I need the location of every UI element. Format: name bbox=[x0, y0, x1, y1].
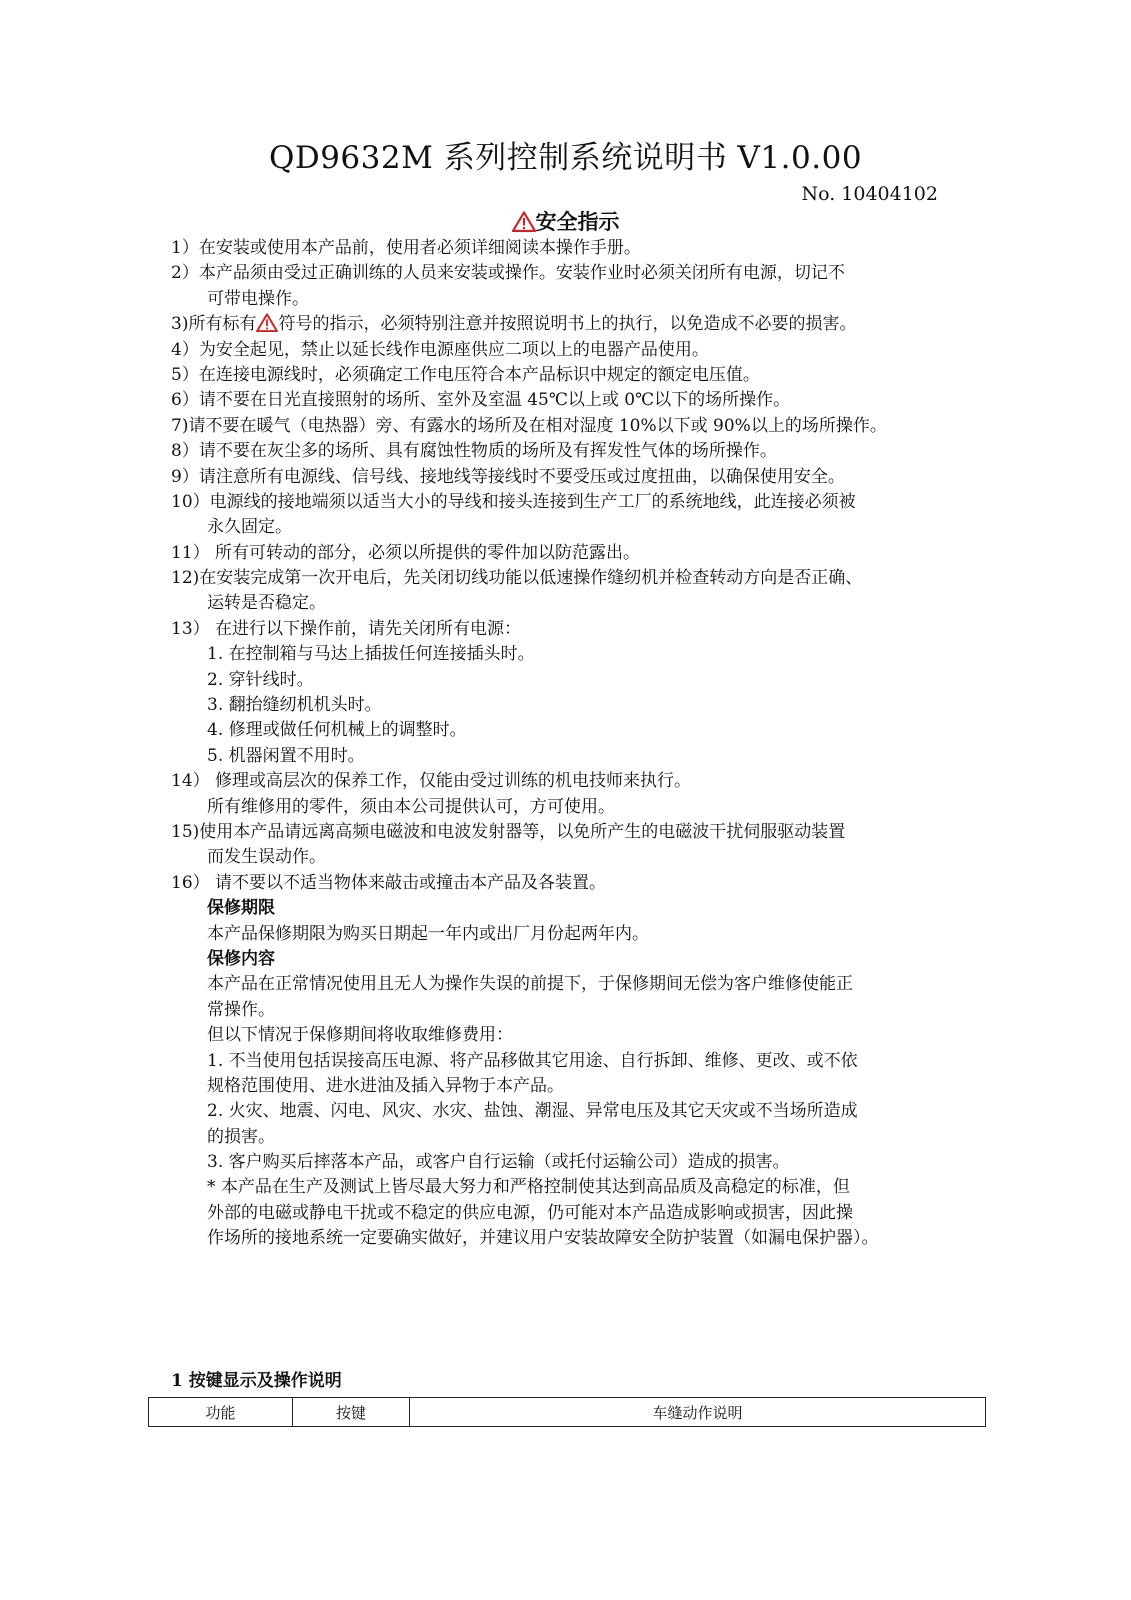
document-number: No. 10404102 bbox=[801, 183, 938, 205]
safety-line-text: 10）电源线的接地端须以适当大小的导线和接头连接到生产工厂的系统地线，此连接必须被 bbox=[171, 491, 856, 512]
safety-line-text: 运转是否稳定。 bbox=[207, 593, 326, 614]
safety-line bbox=[171, 769, 971, 794]
safety-line bbox=[171, 388, 971, 413]
safety-line bbox=[171, 820, 971, 845]
safety-line-text: 8）请不要在灰尘多的场所、具有腐蚀性物质的场所及有挥发性气体的场所操作。 bbox=[171, 441, 777, 462]
warranty-line: 3. 客户购买后摔落本产品，或客户自行运输（或托付运输公司）造成的损害。 bbox=[207, 1152, 790, 1173]
safety-line bbox=[171, 287, 971, 312]
safety-line bbox=[171, 744, 971, 769]
warranty-line: 的损害。 bbox=[207, 1126, 275, 1147]
warranty-subheading: 保修内容 bbox=[207, 948, 275, 969]
safety-line-text: 6）请不要在日光直接照射的场所、室外及室温 45℃以上或 0℃以下的场所操作。 bbox=[171, 390, 791, 411]
safety-line bbox=[171, 515, 971, 540]
safety-line-text: 4. 修理或做任何机械上的调整时。 bbox=[207, 720, 467, 741]
safety-line bbox=[171, 693, 971, 718]
warranty-line: 但以下情况于保修期间将收取维修费用： bbox=[207, 1025, 513, 1046]
key-operation-table bbox=[148, 1397, 986, 1427]
warranty-line: 外部的电磁或静电干扰或不稳定的供应电源，仍可能对本产品造成影响或损害，因此操 bbox=[207, 1202, 853, 1223]
warranty-line: 本产品保修期限为购买日期起一年内或出厂月份起两年内。 bbox=[207, 923, 649, 944]
safety-line-text: 符号的指示，必须特别注意并按照说明书上的执行，以免造成不必要的损害。 bbox=[278, 314, 857, 335]
body-text bbox=[171, 236, 971, 1252]
safety-line bbox=[171, 871, 971, 896]
safety-line bbox=[171, 795, 971, 820]
safety-heading bbox=[0, 206, 1131, 238]
safety-line-text: 13） 在进行以下操作前，请先关闭所有电源： bbox=[171, 618, 522, 639]
safety-line bbox=[171, 439, 971, 464]
safety-line-text: 3. 翻抬缝纫机机头时。 bbox=[207, 695, 382, 716]
safety-line bbox=[171, 642, 971, 667]
section-1-heading: 1 按键显示及操作说明 bbox=[171, 1371, 342, 1391]
safety-line bbox=[171, 363, 971, 388]
safety-line bbox=[171, 566, 971, 591]
safety-line bbox=[171, 236, 971, 261]
warning-triangle-icon bbox=[512, 211, 536, 232]
table-header-description: 车缝动作说明 bbox=[410, 1398, 986, 1427]
document-title: QD9632M 系列控制系统说明书 V1.0.00 bbox=[268, 140, 863, 176]
warranty-line: 2. 火灾、地震、闪电、风灾、水灾、盐蚀、潮湿、异常电压及其它天灾或不当场所造成 bbox=[207, 1101, 858, 1122]
safety-line-text: 而发生误动作。 bbox=[207, 847, 326, 868]
safety-line-text: 11） 所有可转动的部分，必须以所提供的零件加以防范露出。 bbox=[171, 542, 641, 563]
safety-line-text: 5. 机器闲置不用时。 bbox=[207, 745, 365, 766]
safety-line bbox=[171, 414, 971, 439]
safety-line bbox=[171, 261, 971, 286]
safety-heading-text: 安全指示 bbox=[535, 209, 620, 234]
safety-line-text: 所有维修用的零件，须由本公司提供认可，方可使用。 bbox=[207, 796, 615, 817]
warranty-subheading: 保修期限 bbox=[207, 898, 275, 919]
safety-line bbox=[171, 718, 971, 743]
safety-line-text: 1. 在控制箱与马达上插拔任何连接插头时。 bbox=[207, 644, 535, 665]
warranty-line: 1. 不当使用包括误接高压电源、将产品移做其它用途、自行拆卸、维修、更改、或不依 bbox=[207, 1050, 858, 1071]
table-header-key: 按键 bbox=[293, 1398, 410, 1427]
safety-line bbox=[171, 541, 971, 566]
safety-line bbox=[171, 617, 971, 642]
warranty-line: 本产品在正常情况使用且无人为操作失误的前提下，于保修期间无偿为客户维修使能正 bbox=[207, 974, 853, 995]
safety-line-text: 2）本产品须由受过正确训练的人员来安装或操作。安装作业时必须关闭所有电源，切记不 bbox=[171, 263, 845, 284]
safety-line-text: 永久固定。 bbox=[207, 517, 292, 538]
warranty-line: * 本产品在生产及测试上皆尽最大努力和严格控制使其达到高品质及高稳定的标准，但 bbox=[207, 1177, 850, 1198]
safety-line-text: 5）在连接电源线时，必须确定工作电压符合本产品标识中规定的额定电压值。 bbox=[171, 364, 760, 385]
safety-line-text: 15)使用本产品请远离高频电磁波和电波发射器等，以免所产生的电磁波干扰伺服驱动装置 bbox=[171, 821, 846, 842]
warning-triangle-icon bbox=[256, 313, 278, 332]
safety-line-text: 2. 穿针线时。 bbox=[207, 669, 314, 690]
safety-line-text: 4）为安全起见，禁止以延长线作电源座供应二项以上的电器产品使用。 bbox=[171, 339, 709, 360]
safety-line-text: 1）在安装或使用本产品前，使用者必须详细阅读本操作手册。 bbox=[171, 238, 641, 258]
table-header-row bbox=[149, 1398, 986, 1427]
safety-line bbox=[171, 338, 971, 363]
safety-line bbox=[171, 845, 971, 870]
safety-line-text: 可带电操作。 bbox=[207, 288, 309, 309]
safety-line-text: 3)所有标有 bbox=[171, 314, 257, 335]
safety-line-text: 14） 修理或高层次的保养工作，仅能由受过训练的机电技师来执行。 bbox=[171, 771, 692, 792]
table-header-function: 功能 bbox=[149, 1398, 293, 1427]
warranty-section bbox=[171, 896, 971, 1251]
warranty-line: 常操作。 bbox=[207, 999, 275, 1020]
safety-line bbox=[171, 490, 971, 515]
safety-line bbox=[171, 465, 971, 490]
safety-line-text: 9）请注意所有电源线、信号线、接地线等接线时不要受压或过度扭曲，以确保使用安全。 bbox=[171, 466, 845, 487]
warranty-line: 作场所的接地系统一定要确实做好，并建议用户安装故障安全防护装置（如漏电保护器）。 bbox=[207, 1228, 879, 1249]
safety-line bbox=[171, 312, 971, 337]
safety-instructions-list bbox=[171, 236, 971, 896]
safety-line-text: 12)在安装完成第一次开电后，先关闭切线功能以低速操作缝纫机并检查转动方向是否正确、 bbox=[171, 568, 863, 589]
safety-line bbox=[171, 591, 971, 616]
safety-line-text: 7)请不要在暖气（电热器）旁、有露水的场所及在相对湿度 10%以下或 90%以上的场所操作。 bbox=[171, 415, 887, 436]
safety-line bbox=[171, 668, 971, 693]
warranty-line: 规格范围使用、进水进油及插入异物于本产品。 bbox=[207, 1075, 564, 1096]
safety-line-text: 16） 请不要以不适当物体来敲击或撞击本产品及各装置。 bbox=[171, 872, 607, 893]
